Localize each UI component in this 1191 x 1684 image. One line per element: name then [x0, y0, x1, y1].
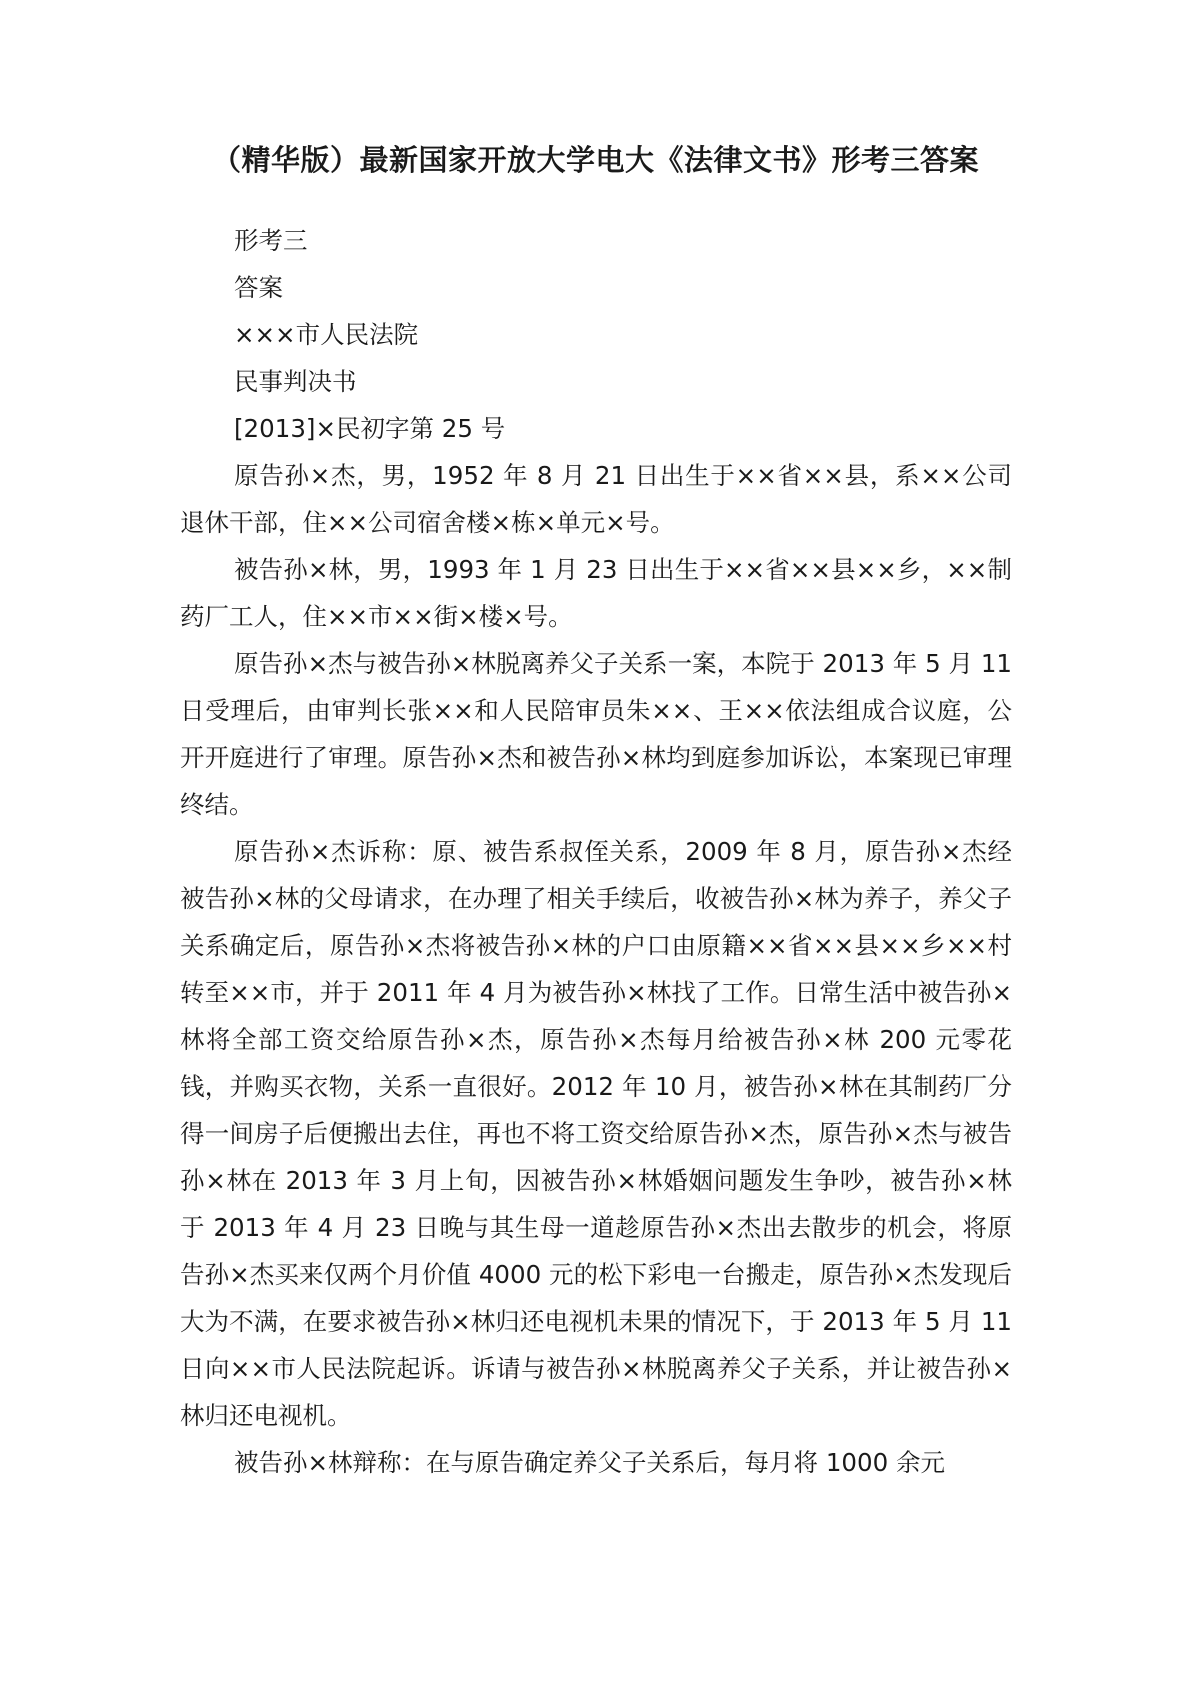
paragraph-heading-exam: 形考三 [234, 226, 308, 255]
document-body [180, 217, 1012, 1486]
paragraph-defendant-info: 被告孙×林，男，1993 年 1 月 23 日出生于××省××县××乡，××制药厂工人，住××市××街×楼×号。 [180, 555, 1012, 631]
paragraph-plaintiff-claim: 原告孙×杰诉称：原、被告系叔侄关系，2009 年 8 月，原告孙×杰经被告孙×林的父母请求，在办理了相关手续后，收被告孙×林为养子，养父子关系确定后，原告孙×杰将被告孙×林的户口由原籍××省××县××乡××村转至××市，并于 2011 年 4 月为被告孙×林找了工作。日常生活中被告孙×林将全部工资交给原告孙×杰，原告孙×杰每月给被告孙×林 200 元零花钱，并购买衣物，关系一直很好。2012 年 10 月，被告孙×林在其制药厂分得一间房子后便搬出去住，再也不将工资交给原告孙×杰，原告孙×杰与被告孙×林在 2013 年 3 月上旬，因被告孙×林婚姻问题发生争吵，被告孙×林于 2013 年 4 月 23 日晚与其生母一道趁原告孙×杰出去散步的机会，将原告孙×杰买来仅两个月价值 4000 元的松下彩电一台搬走，原告孙×杰发现后大为不满，在要求被告孙×林归还电视机未果的情况下，于 2013 年 5 月 11 日向××市人民法院起诉。诉请与被告孙×林脱离养父子关系，并让被告孙×林归还电视机。 [180, 837, 1012, 1430]
paragraph-plaintiff-info: 原告孙×杰，男，1952 年 8 月 21 日出生于××省××县，系××公司退休干部，住××公司宿舍楼×栋×单元×号。 [180, 461, 1012, 537]
document-title: （精华版）最新国家开放大学电大《法律文书》形考三答案 [211, 143, 979, 177]
paragraph-defendant-defense: 被告孙×林辩称：在与原告确定养父子关系后，每月将 1000 余元 [234, 1448, 945, 1477]
paragraph-heading-answer: 答案 [234, 273, 283, 302]
paragraph-case-acceptance: 原告孙×杰与被告孙×林脱离养父子关系一案，本院于 2013 年 5 月 11 日受理后，由审判长张××和人民陪审员朱××、王××依法组成合议庭，公开开庭进行了审理。原告孙×杰和被告孙×林均到庭参加诉讼，本案现已审理终结。 [180, 649, 1012, 819]
paragraph-case-number: [2013]×民初字第 25 号 [234, 414, 506, 443]
paragraph-court-name: ×××市人民法院 [234, 320, 419, 349]
paragraph-judgment-title: 民事判决书 [234, 367, 357, 396]
